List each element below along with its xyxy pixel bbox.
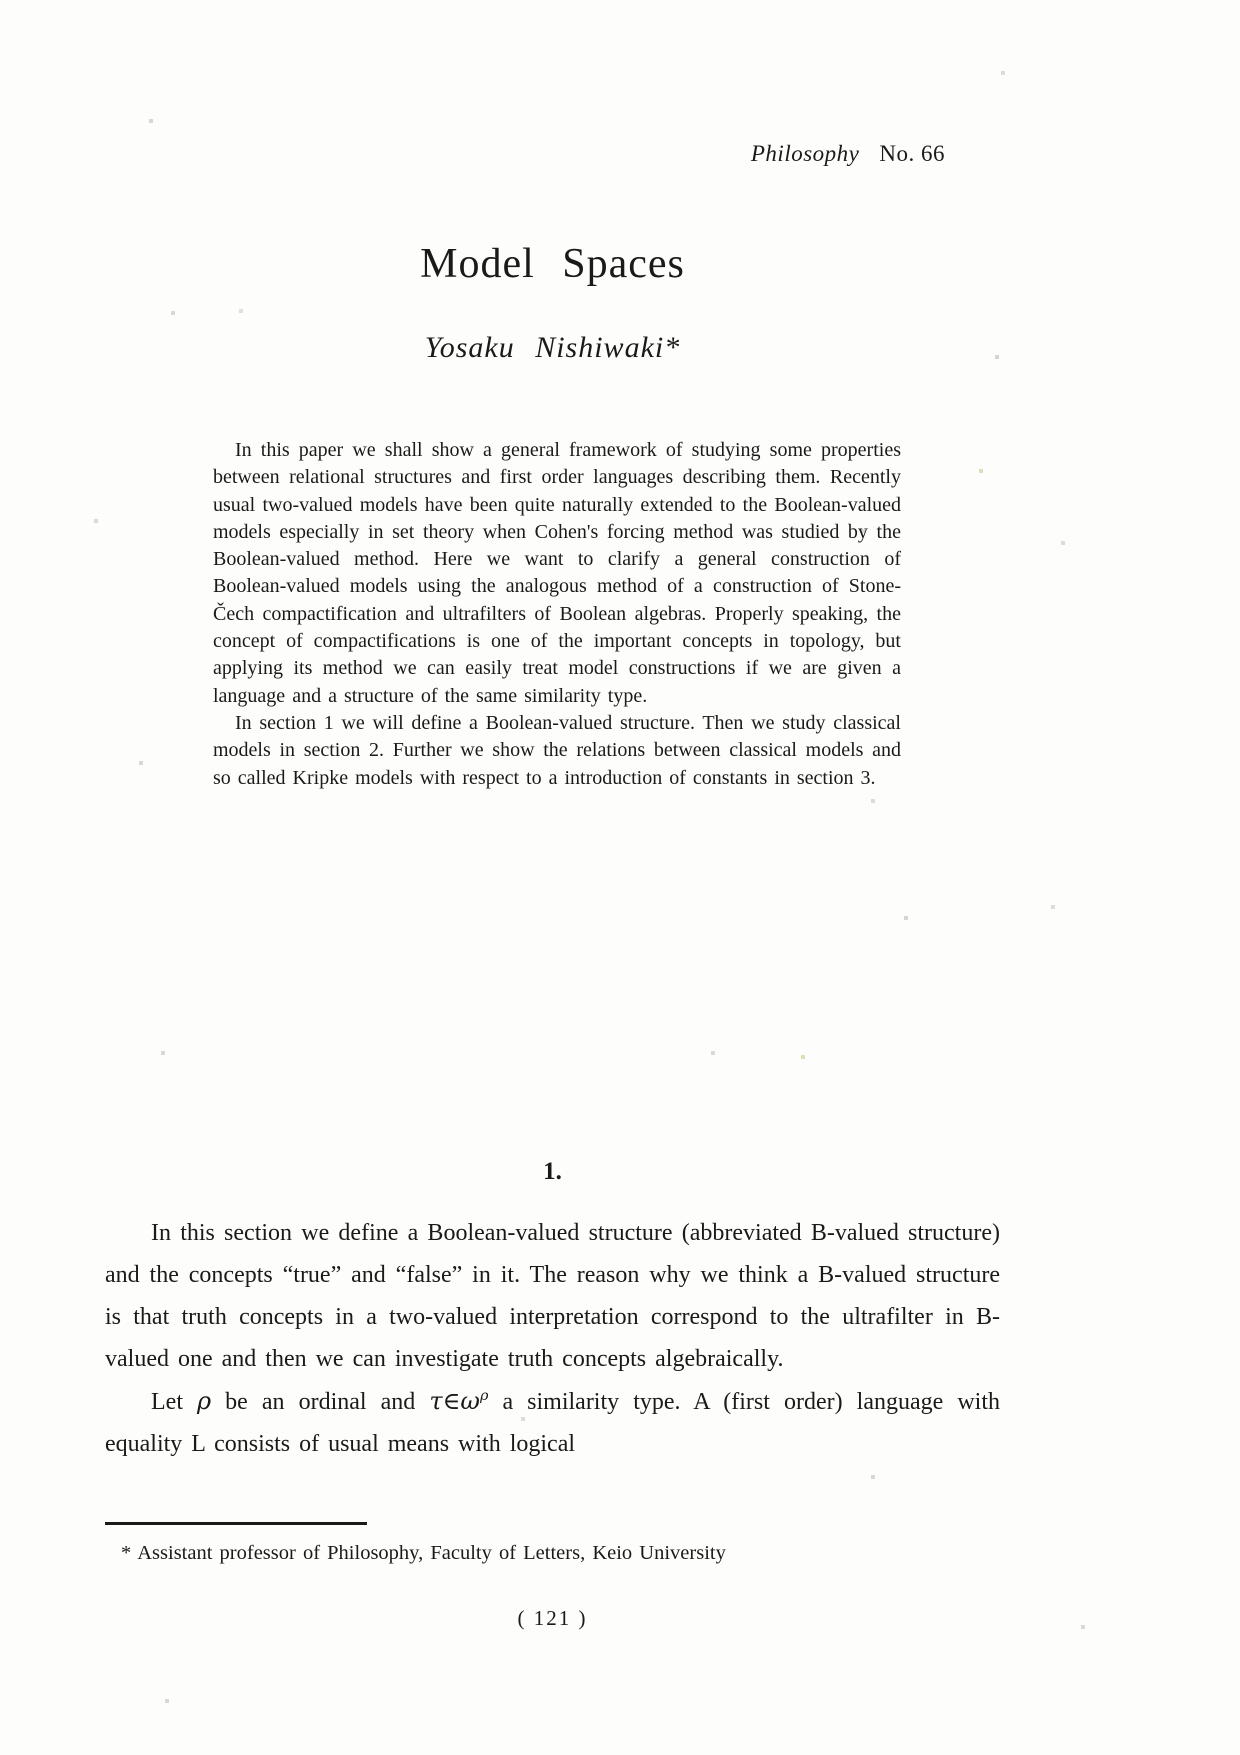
body-paragraph-1: In this section we define a Boolean-valued structure (abbreviated B-valued structure) and the concepts “true” and “false” in it. The reason why we think a B-valued structure is that truth concepts in a two-valued interpretation correspond to the ultrafilter in B-valued one and then we can investigate truth concepts algebraically. xyxy=(105,1220,1000,1372)
page-number: ( 121 ) xyxy=(517,1606,588,1630)
issue-number: No. 66 xyxy=(879,141,945,166)
author-name: Yosaku Nishiwaki* xyxy=(424,331,681,364)
footnote-rule xyxy=(105,1522,367,1525)
math-rho-symbol: ρ xyxy=(197,1387,212,1415)
body-paragraph-2-text: a similarity type. A (first order) language with equality L consists of usual means with logical xyxy=(105,1389,1000,1457)
body-paragraph-2-text: be an ordinal and xyxy=(211,1389,430,1415)
body-paragraph-2 xyxy=(105,1380,1000,1465)
abstract-block xyxy=(213,437,901,792)
journal-header xyxy=(0,141,945,167)
body-paragraph-2-text: Let xyxy=(151,1389,198,1415)
math-omega-superscript-rho: ρ xyxy=(479,1388,489,1404)
scan-noise-speckles xyxy=(0,0,2,2)
body-text xyxy=(105,1212,1000,1465)
abstract-paragraph-1: In this paper we shall show a general framework of studying some properties between relational structures and first order languages describing them. Recently usual two-valued models have been quite naturally extended to the Boolean-valued models especially in set theory when Cohen's forcing method was studied by the Boolean-valued method. Here we want to clarify a general construction of Boolean-valued models using the analogous method of a construction of Stone-Čech compactification and ultrafilters of Boolean algebras. Properly speaking, the concept of compactifications is one of the important concepts in topology, but applying its method we can easily treat model constructions if we are given a language and a structure of the same similarity type. xyxy=(213,439,901,707)
abstract-paragraph-2: In section 1 we will define a Boolean-valued structure. Then we study classical models in section 2. Further we show the relations between classical models and so called Kripke models with respect to a introduction of constants in section 3. xyxy=(213,711,901,789)
section-1-heading: 1. xyxy=(543,1158,562,1185)
math-tau-in-omega: τ∈ω xyxy=(429,1387,480,1415)
author-affiliation-footnote: * Assistant professor of Philosophy, Faculty of Letters, Keio University xyxy=(121,1542,726,1564)
paper-title: Model Spaces xyxy=(420,241,685,287)
journal-name: Philosophy xyxy=(750,141,860,166)
